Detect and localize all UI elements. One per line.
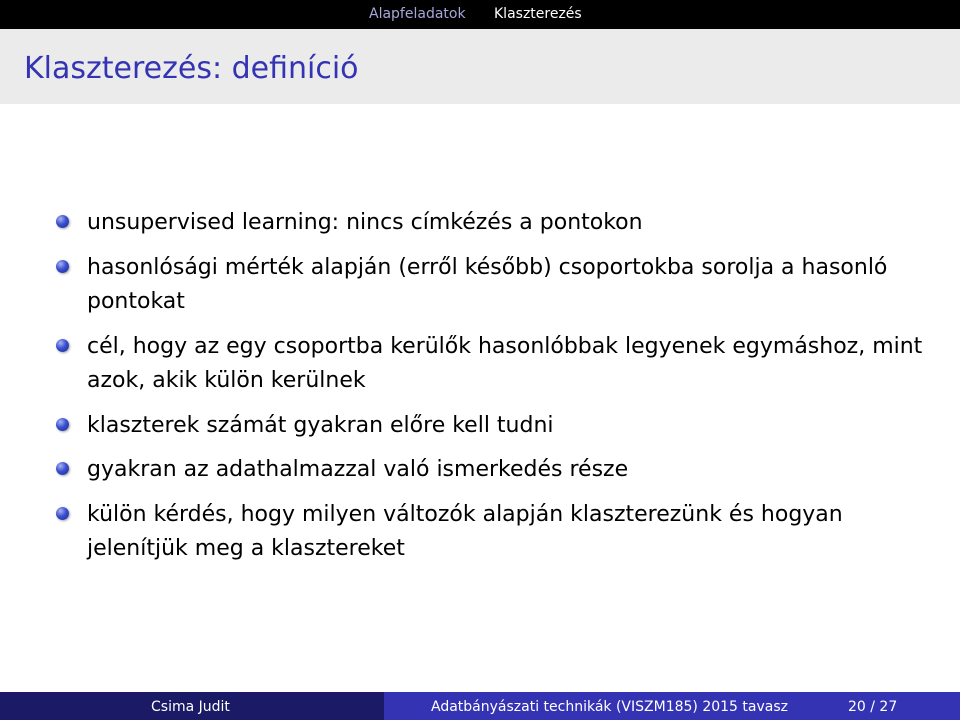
footer-title: Adatbányászati technikák (VISZM185) 2015 tavasz: [431, 699, 788, 715]
frame-title-bar: [0, 29, 960, 104]
list-item-text: hasonlósági mérték alapján (erről később) csoportokba sorolja a hasonló pontokat: [87, 255, 888, 314]
bullet-icon: [56, 418, 69, 431]
footer-bar: [0, 692, 960, 720]
bullet-icon: [56, 507, 69, 520]
list-item-text: cél, hogy az egy csoportba kerülők hasonlóbbak legyenek egymáshoz, mint azok, akik külön kerülnek: [87, 334, 923, 393]
section-tab-klaszterezes[interactable]: Klaszterezés: [494, 6, 582, 22]
bullet-icon: [56, 462, 69, 475]
bullet-icon: [56, 215, 69, 228]
list-item-text: külön kérdés, hogy milyen változók alapján klaszterezünk és hogyan jelenítjük meg a klasztereket: [87, 502, 843, 561]
slide-title: Klaszterezés: definíció: [24, 51, 359, 86]
list-item-text: klaszterek számát gyakran előre kell tudni: [87, 413, 554, 438]
list-item-text: unsupervised learning: nincs címkézés a pontokon: [87, 210, 643, 235]
section-tab-alapfeladatok[interactable]: Alapfeladatok: [369, 6, 466, 22]
list-item-text: gyakran az adathalmazzal való ismerkedés része: [87, 457, 629, 482]
bullet-icon: [56, 260, 69, 273]
page-number: 20 / 27: [848, 699, 898, 715]
headline-bar: [0, 0, 960, 29]
footer-author: Csima Judit: [151, 699, 230, 715]
bullet-icon: [56, 339, 69, 352]
